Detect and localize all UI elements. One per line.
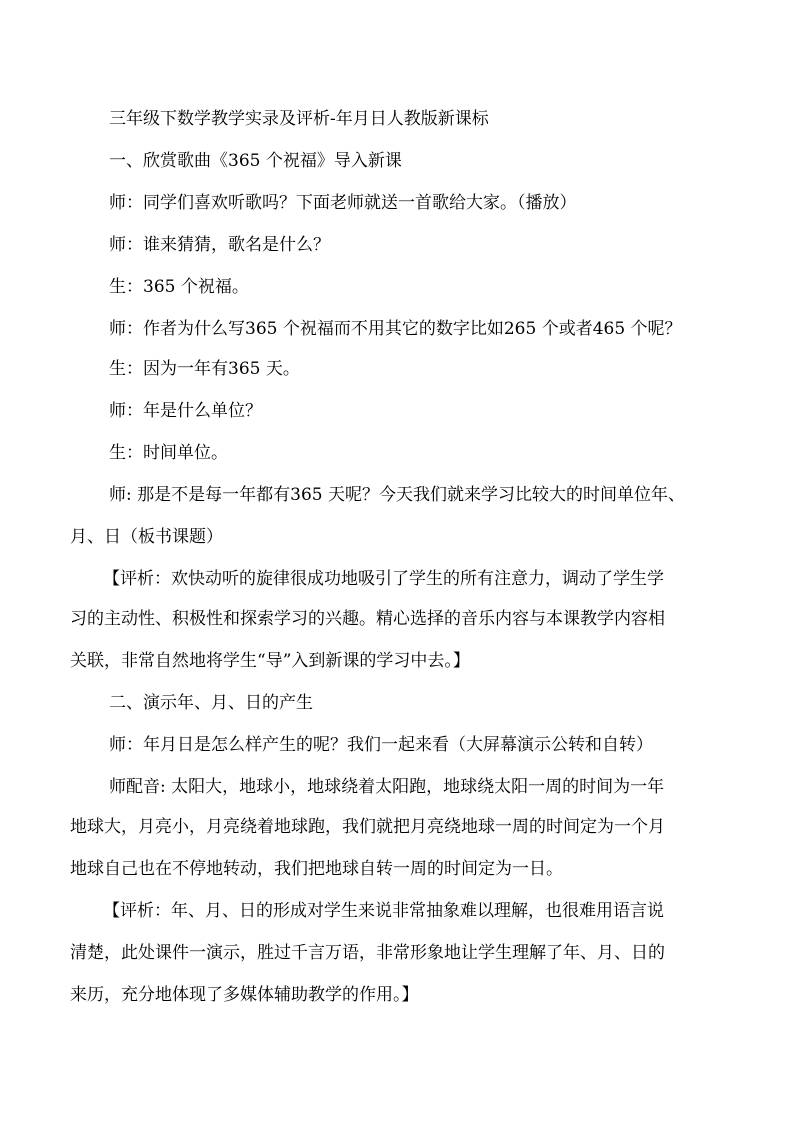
paragraph-line: 月、日（板书课题） (70, 527, 223, 547)
paragraph-line: 师配音: 太阳大，地球小，地球绕着太阳跑，地球绕太阳一周的时间为一年 (109, 777, 665, 797)
paragraph: 师：同学们喜欢听歌吗？下面老师就送一首歌给大家。（播放） (109, 193, 577, 213)
commentary-line: 【评析：欢快动听的旋律很成功地吸引了学生的所有注意力，调动了学生学 (103, 569, 664, 589)
commentary-line: 清楚，此处课件一演示，胜过千言万语，非常形象地让学生理解了年、月、日的 (70, 943, 665, 963)
section-heading-1: 一、欣赏歌曲《365 个祝福》导入新课 (109, 151, 402, 171)
commentary-line: 来历，充分地体现了多媒体辅助教学的作用。】 (70, 985, 419, 1005)
paragraph: 师：谁来猜猜，歌名是什么？ (109, 235, 330, 255)
paragraph-line: 地球自己也在不停地转动，我们把地球自转一周的时间定为一日。 (70, 859, 563, 879)
commentary-line: 【评析：年、月、日的形成对学生来说非常抽象难以理解，也很难用语言说 (103, 901, 664, 921)
section-heading-2: 二、演示年、月、日的产生 (109, 693, 313, 713)
paragraph: 师：作者为什么写365 个祝福而不用其它的数字比如265 个或者465 个呢？ (109, 319, 682, 339)
document-title: 三年级下数学教学实录及评析-年月日人教版新课标 (109, 109, 489, 129)
paragraph: 生：365 个祝福。 (109, 277, 249, 297)
paragraph: 师：年月日是怎么样产生的呢？我们一起来看（大屏幕演示公转和自转） (109, 735, 653, 755)
paragraph-line: 地球大，月亮小，月亮绕着地球跑，我们就把月亮绕地球一周的时间定为一个月 (70, 817, 665, 837)
commentary-line: 习的主动性、积极性和探索学习的兴趣。精心选择的音乐内容与本课教学内容相 (70, 609, 665, 629)
paragraph: 生：因为一年有365 天。 (109, 359, 300, 379)
commentary-line: 关联，非常自然地将学生“导”入到新课的学习中去。】 (70, 651, 470, 671)
paragraph: 生：时间单位。 (109, 443, 228, 463)
paragraph-line: 师: 那是不是每一年都有365 天呢？今天我们就来学习比较大的时间单位年、 (109, 485, 685, 505)
paragraph: 师：年是什么单位？ (109, 401, 262, 421)
